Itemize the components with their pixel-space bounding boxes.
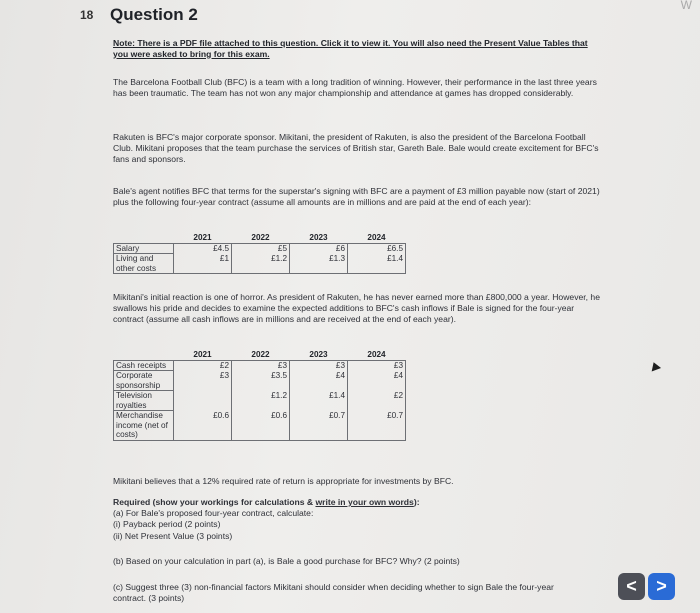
required-heading-underlined: write in your own words xyxy=(315,497,414,507)
table-cell: £2 xyxy=(348,391,406,411)
table-header-row xyxy=(114,233,406,243)
table-cell: £0.7 xyxy=(290,411,348,441)
table-cell: £3 xyxy=(174,371,232,391)
table-row xyxy=(114,411,406,441)
row-label: Television royalties xyxy=(114,391,174,411)
previous-page-button[interactable]: < xyxy=(618,573,645,600)
table-cell: £4 xyxy=(348,371,406,391)
paragraph-sponsor: Rakuten is BFC's major corporate sponsor. Mikitani, the president of Rakuten, is also the president of the Barcelona Football Club. Mikitani proposes that the team purchase the services of British star, Gareth Bale. Bale would create excitement for BFC's fans and sponsors. xyxy=(113,132,599,164)
row-label: Corporate sponsorship xyxy=(114,371,174,391)
table-row xyxy=(114,243,406,254)
year-header: 2024 xyxy=(367,233,386,242)
part-c: (c) Suggest three (3) non-financial factors Mikitani should consider when deciding whether to sign Bale the four-year contract. (3 points) xyxy=(113,582,554,603)
table-cell: £1.4 xyxy=(348,254,406,274)
table-row xyxy=(114,360,406,371)
table-cell: £1.4 xyxy=(290,391,348,411)
table-header-row xyxy=(114,350,406,360)
contract-cost-table xyxy=(113,233,406,274)
table-cell: £2 xyxy=(174,360,232,371)
year-header: 2022 xyxy=(251,233,270,242)
table-cell: £1.3 xyxy=(290,254,348,274)
table-cell: £3.5 xyxy=(232,371,290,391)
table-row xyxy=(114,371,406,391)
table-cell: £3 xyxy=(290,360,348,371)
mouse-cursor-icon xyxy=(649,361,661,372)
row-label: Merchandise income (net of costs) xyxy=(114,411,174,441)
corner-mark: W xyxy=(680,0,692,12)
table-cell: £0.7 xyxy=(348,411,406,441)
year-header: 2021 xyxy=(193,233,212,242)
part-a-ii: (ii) Net Present Value (3 points) xyxy=(113,531,233,541)
part-a-i: (i) Payback period (2 points) xyxy=(113,519,221,529)
year-header: 2023 xyxy=(309,350,328,359)
cash-inflow-table xyxy=(113,350,406,441)
table-cell: £0.6 xyxy=(232,411,290,441)
table-cell: £6.5 xyxy=(348,243,406,254)
paragraph-intro: The Barcelona Football Club (BFC) is a team with a long tradition of winning. However, their performance in the last three years has been traumatic. The team has not won any major championship and attendance at games has dropped considerably. xyxy=(113,77,597,98)
table-cell: £1.2 xyxy=(232,391,290,411)
year-header: 2024 xyxy=(367,350,386,359)
required-heading-end: ): xyxy=(413,497,420,507)
table-cell: £4 xyxy=(290,371,348,391)
question-number: 18 xyxy=(80,8,94,22)
table-cell: £0.6 xyxy=(174,411,232,441)
question-title: Question 2 xyxy=(110,5,198,24)
table-cell: £1 xyxy=(174,254,232,274)
row-label: Cash receipts xyxy=(114,360,174,371)
table-cell: £5 xyxy=(232,243,290,254)
row-label: Living and other costs xyxy=(114,254,174,274)
year-header: 2022 xyxy=(251,350,270,359)
table-cell xyxy=(174,391,232,411)
year-header: 2023 xyxy=(309,233,328,242)
pdf-note[interactable]: Note: There is a PDF file attached to this question. Click it to view it. You will also need the Present Value Tables that you were asked to bring for this exam. xyxy=(113,38,588,59)
table-cell: £3 xyxy=(232,360,290,371)
part-a: (a) For Bale's proposed four-year contract, calculate: xyxy=(113,508,314,518)
year-header: 2021 xyxy=(193,350,212,359)
required-heading xyxy=(113,497,603,508)
table-row xyxy=(114,254,406,274)
part-b: (b) Based on your calculation in part (a), is Bale a good purchase for BFC? Why? (2 points) xyxy=(113,556,460,566)
next-page-button[interactable]: > xyxy=(648,573,675,600)
paragraph-terms: Bale's agent notifies BFC that terms for the superstar's signing with BFC are a payment of £3 million payable now (start of 2021) plus the following four-year contract (assume all amounts are in millions and are paid at the end of each year): xyxy=(113,186,600,207)
table-cell: £4.5 xyxy=(174,243,232,254)
table-cell: £1.2 xyxy=(232,254,290,274)
table-cell: £6 xyxy=(290,243,348,254)
paragraph-rate: Mikitani believes that a 12% required rate of return is appropriate for investments by BFC. xyxy=(113,476,454,486)
table-row xyxy=(114,391,406,411)
paragraph-reaction: Mikitani's initial reaction is one of horror. As president of Rakuten, he has never earned more than £800,000 a year. However, he swallows his pride and decides to examine the expected additions to BFC's cash inflows if Bale is signed for the four-year contract (assume all cash inflows are in millions and are received at the end of each year). xyxy=(113,292,600,324)
row-label: Salary xyxy=(114,243,174,254)
required-heading-text: Required (show your workings for calculations & xyxy=(113,497,316,507)
table-cell: £3 xyxy=(348,360,406,371)
